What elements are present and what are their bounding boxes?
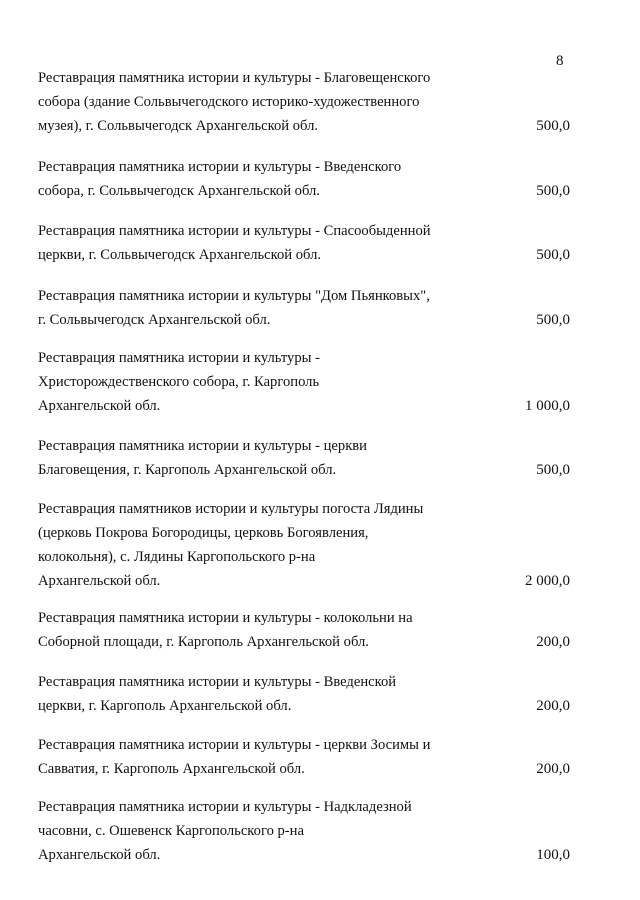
entry-3 — [38, 219, 578, 267]
entry-description — [38, 284, 458, 332]
entry-line: Реставрация памятника истории и культуры - церкви Зосимы и — [38, 737, 431, 753]
entry-description — [38, 346, 458, 418]
entry-line: Реставрация памятника истории и культуры - колокольни на — [38, 610, 413, 626]
entry-description — [38, 434, 458, 482]
entry-description — [38, 606, 458, 654]
entry-line: Реставрация памятника истории и культуры "Дом Пьянковых", — [38, 288, 430, 304]
entry-description — [38, 497, 458, 593]
entry-1 — [38, 66, 578, 138]
entry-line: церкви, г. Каргополь Архангельской обл. — [38, 698, 292, 714]
entry-11 — [38, 795, 578, 867]
entry-line: колокольня), с. Лядины Каргопольского р-на — [38, 549, 316, 565]
entry-description — [38, 219, 458, 267]
entry-line: Реставрация памятника истории и культуры - Введенского — [38, 159, 402, 175]
entry-4 — [38, 284, 578, 332]
entry-description — [38, 66, 458, 138]
entry-line: Реставрация памятника истории и культуры - Надкладезной — [38, 799, 412, 815]
entry-line: собора (здание Сольвычегодского историко-художественного — [38, 94, 420, 110]
entry-amount: 200,0 — [536, 634, 570, 650]
entry-6 — [38, 434, 578, 482]
entry-line: Савватия, г. Каргополь Архангельской обл. — [38, 761, 305, 777]
entry-amount: 100,0 — [536, 847, 570, 863]
entry-line: Архангельской обл. — [38, 573, 161, 589]
entry-line: музея), г. Сольвычегодск Архангельской обл. — [38, 118, 319, 134]
entry-amount: 200,0 — [536, 761, 570, 777]
entry-amount: 500,0 — [536, 183, 570, 199]
entry-description — [38, 155, 458, 203]
entry-line: Архангельской обл. — [38, 398, 161, 414]
entry-line: (церковь Покрова Богородицы, церковь Богоявления, — [38, 525, 369, 541]
entry-9 — [38, 670, 578, 718]
entry-amount: 1 000,0 — [525, 398, 570, 414]
entry-line: Реставрация памятника истории и культуры - Спасообыденной — [38, 223, 431, 239]
entry-line: Реставрация памятника истории и культуры - — [38, 350, 320, 366]
entry-line: г. Сольвычегодск Архангельской обл. — [38, 312, 271, 328]
entry-line: Благовещения, г. Каргополь Архангельской обл. — [38, 462, 337, 478]
entry-line: Соборной площади, г. Каргополь Архангельской обл. — [38, 634, 369, 650]
entry-amount: 500,0 — [536, 118, 570, 134]
entry-line: Реставрация памятников истории и культуры погоста Лядины — [38, 501, 424, 517]
entry-line: Реставрация памятника истории и культуры - церкви — [38, 438, 367, 454]
entry-7 — [38, 497, 578, 593]
entry-line: Реставрация памятника истории и культуры - Благовещенского — [38, 70, 431, 86]
entry-description — [38, 733, 458, 781]
entry-5 — [38, 346, 578, 418]
entry-amount: 200,0 — [536, 698, 570, 714]
entry-2 — [38, 155, 578, 203]
entry-8 — [38, 606, 578, 654]
entry-line: Христорождественского собора, г. Каргополь — [38, 374, 320, 390]
entry-line: Архангельской обл. — [38, 847, 161, 863]
entry-10 — [38, 733, 578, 781]
entry-line: собора, г. Сольвычегодск Архангельской обл. — [38, 183, 320, 199]
entry-line: Реставрация памятника истории и культуры - Введенской — [38, 674, 397, 690]
entry-line: часовни, с. Ошевенск Каргопольского р-на — [38, 823, 304, 839]
entry-amount: 500,0 — [536, 312, 570, 328]
page-number: 8 — [556, 53, 564, 69]
entry-amount: 500,0 — [536, 462, 570, 478]
entry-description — [38, 795, 458, 867]
entry-line: церкви, г. Сольвычегодск Архангельской обл. — [38, 247, 322, 263]
entry-amount: 2 000,0 — [525, 573, 570, 589]
entry-amount: 500,0 — [536, 247, 570, 263]
entry-description — [38, 670, 458, 718]
